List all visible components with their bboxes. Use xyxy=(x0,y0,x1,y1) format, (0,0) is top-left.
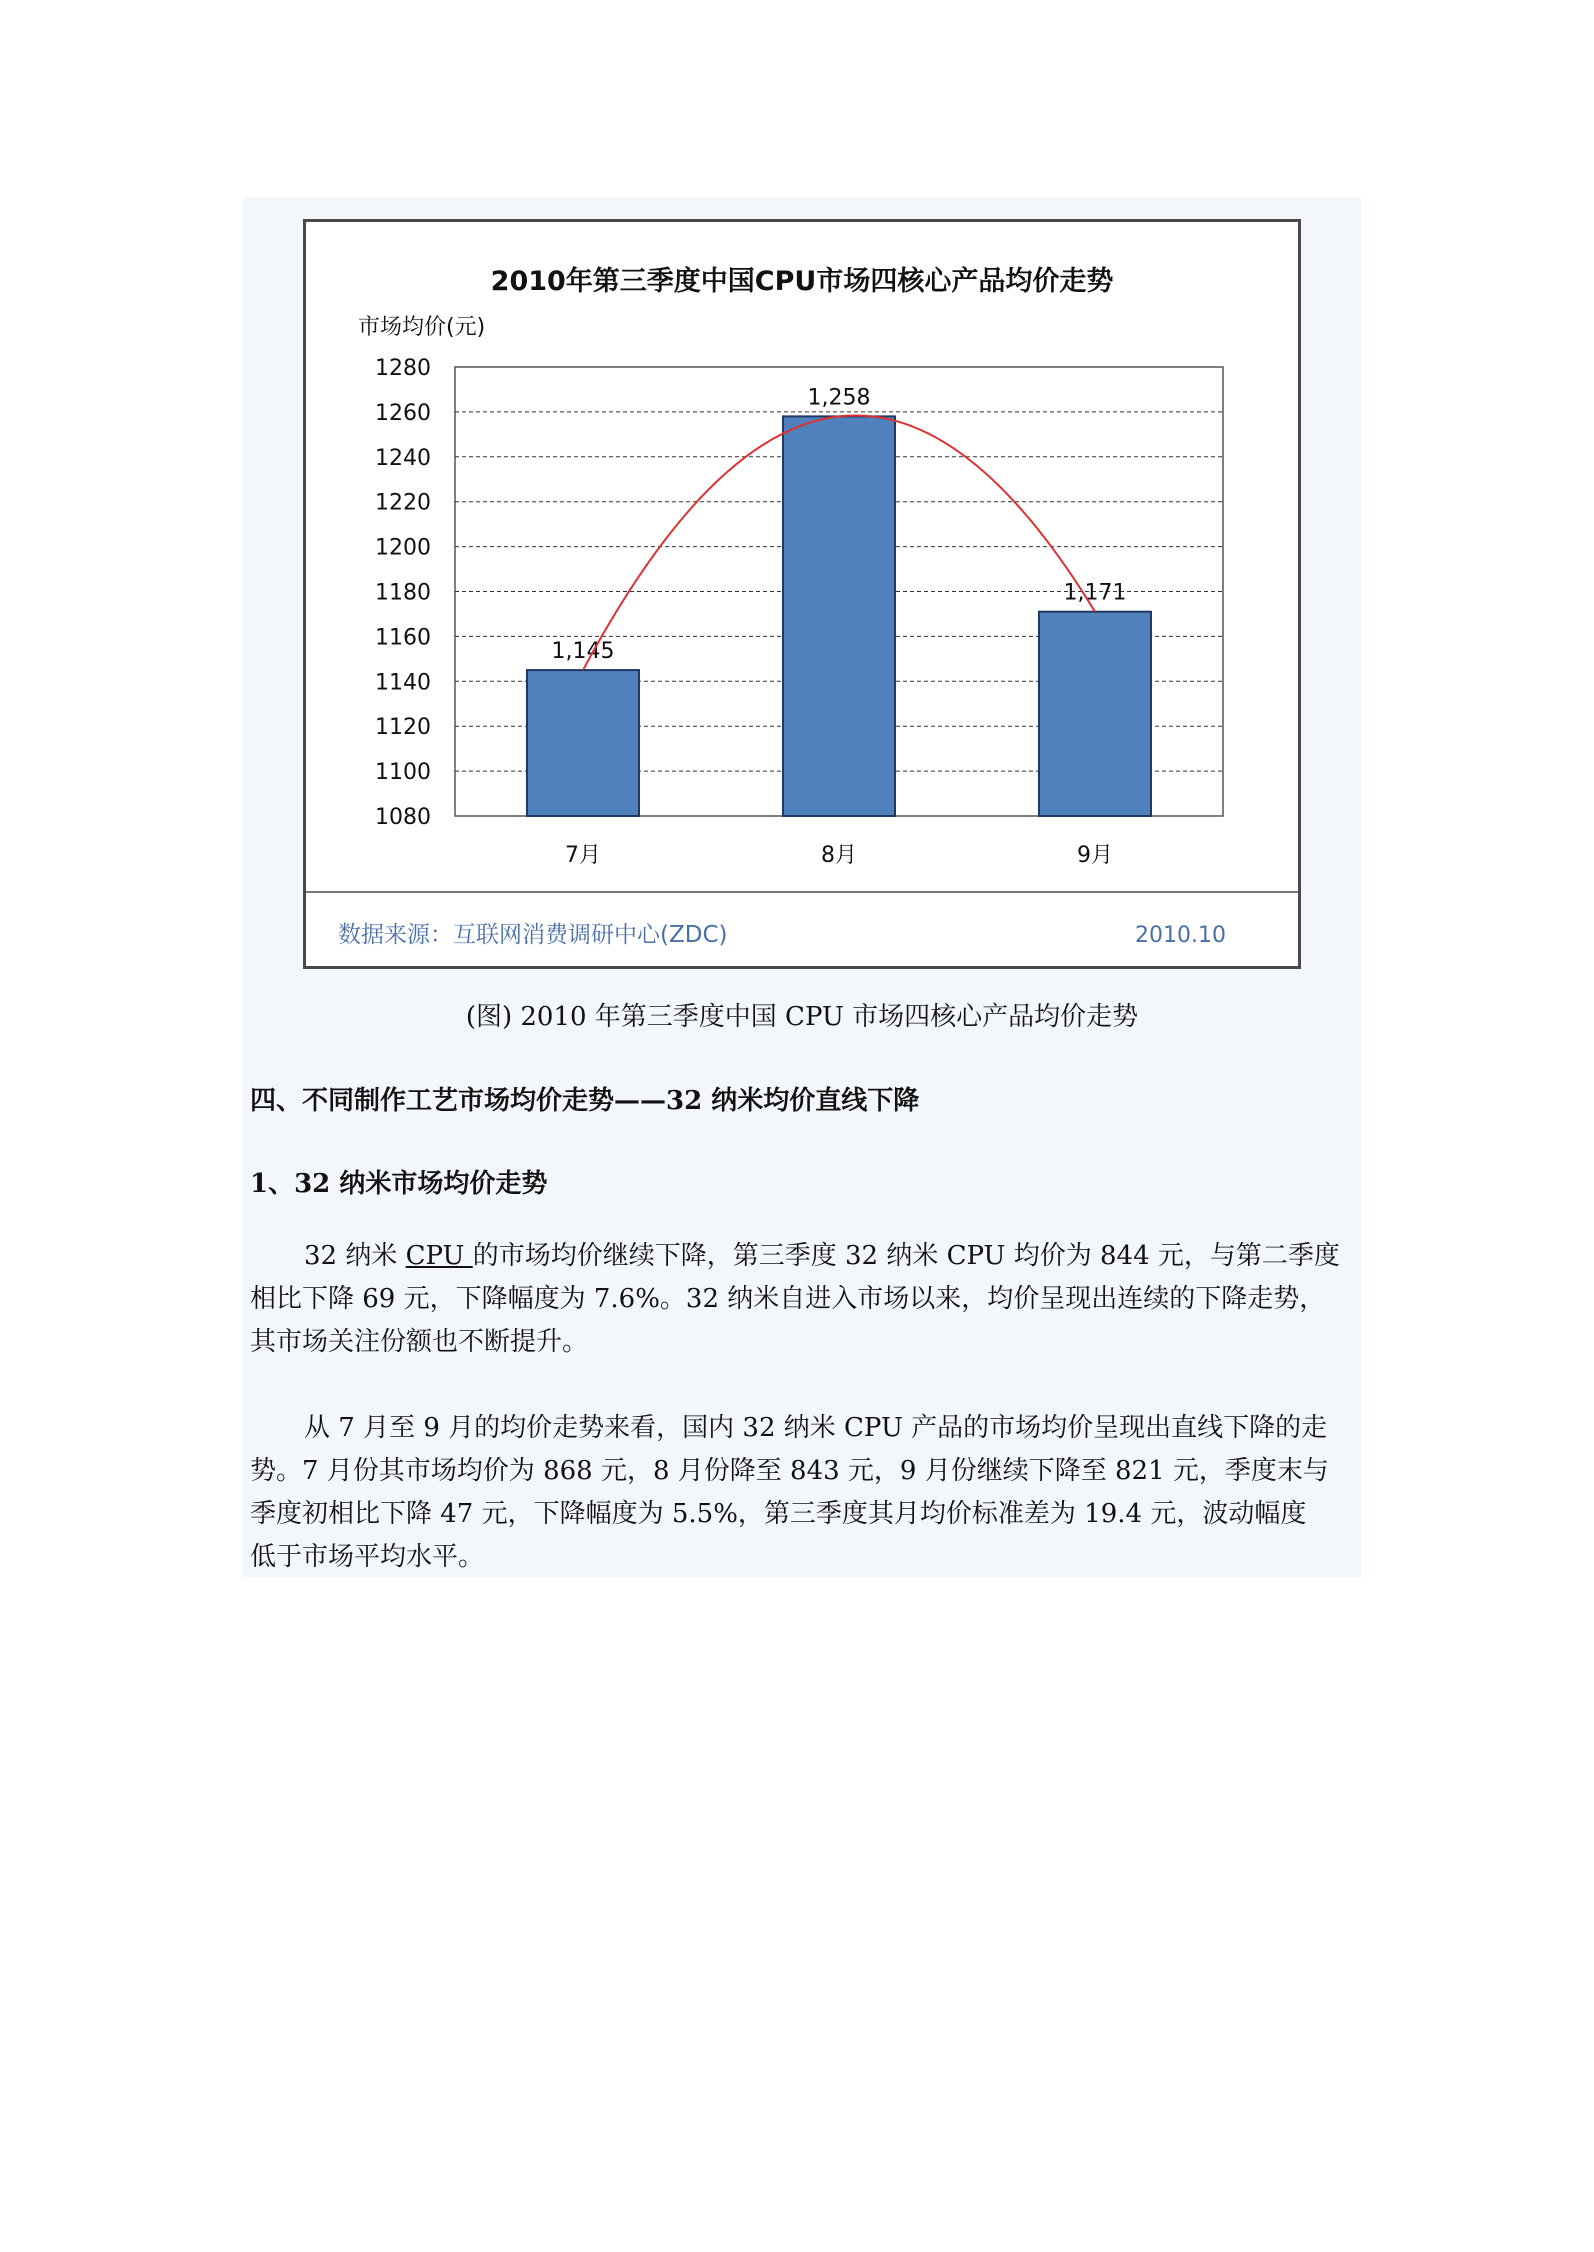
chart-title: 2010年第三季度中国CPU市场四核心产品均价走势 xyxy=(490,266,1114,297)
y-tick-label-1120: 1120 xyxy=(375,715,431,741)
y-tick-label-1080: 1080 xyxy=(375,805,431,830)
bar-2 xyxy=(783,416,895,816)
paragraph-2-line-2: 势。7 月份其市场均价为 868 元，8 月份降至 843 元，9 月份继续下降至 821 元，季度末与 xyxy=(250,1456,1329,1486)
y-tick-label-1200: 1200 xyxy=(375,535,431,561)
paragraph-2-line-1: 从 7 月至 9 月的均价走势来看，国内 32 纳米 CPU 产品的市场均价呈现出直线下降的走 xyxy=(304,1413,1328,1443)
cpu-link[interactable]: CPU xyxy=(405,1241,473,1271)
y-tick-label-1100: 1100 xyxy=(375,760,431,786)
chart-date-text: 2010.10 xyxy=(1135,923,1226,948)
y-tick-label-1240: 1240 xyxy=(375,445,431,471)
y-tick-label-1180: 1180 xyxy=(375,580,431,606)
y-tick-label-1260: 1260 xyxy=(375,400,431,426)
subsection-heading-4-1: 1、32 纳米市场均价走势 xyxy=(250,1169,548,1199)
bar-3 xyxy=(1039,612,1151,816)
x-tick-label-1: 7月 xyxy=(565,843,601,868)
chart-frame xyxy=(303,219,1301,969)
paragraph-2-line-3: 季度初相比下降 47 元，下降幅度为 5.5%，第三季度其月均价标准差为 19.4 元，波动幅度 xyxy=(250,1499,1307,1529)
section-heading-4: 四、不同制作工艺市场均价走势——32 纳米均价直线下降 xyxy=(250,1086,920,1116)
paragraph-1-line-2: 相比下降 69 元，下降幅度为 7.6%。32 纳米自进入市场以来，均价呈现出连续的下降走势， xyxy=(250,1284,1326,1314)
paragraph-1 xyxy=(250,1235,1358,1364)
paragraph-2 xyxy=(250,1407,1358,1579)
bar-chart xyxy=(306,222,1298,966)
y-tick-label-1140: 1140 xyxy=(375,670,431,696)
figure-caption: (图) 2010 年第三季度中国 CPU 市场四核心产品均价走势 xyxy=(465,1002,1139,1032)
bar-value-label-3: 1,171 xyxy=(1063,580,1127,606)
x-tick-label-2: 8月 xyxy=(821,843,857,868)
bar-value-label-2: 1,258 xyxy=(807,385,871,411)
y-tick-label-1280: 1280 xyxy=(375,356,431,381)
y-axis-label: 市场均价(元) xyxy=(358,315,486,340)
bar-value-label-1: 1,145 xyxy=(551,639,615,665)
y-tick-label-1220: 1220 xyxy=(375,490,431,516)
data-source-text: 数据来源：互联网消费调研中心(ZDC) xyxy=(338,922,728,948)
x-tick-label-3: 9月 xyxy=(1077,843,1113,868)
paragraph-2-line-4: 低于市场平均水平。 xyxy=(250,1542,485,1572)
paragraph-1-line-1: 32 纳米 CPU 的市场均价继续下降，第三季度 32 纳米 CPU 均价为 844 元，与第二季度 xyxy=(304,1241,1340,1271)
y-tick-label-1160: 1160 xyxy=(375,625,431,651)
paragraph-1-line-3: 其市场关注份额也不断提升。 xyxy=(250,1327,589,1357)
bar-1 xyxy=(527,670,639,816)
